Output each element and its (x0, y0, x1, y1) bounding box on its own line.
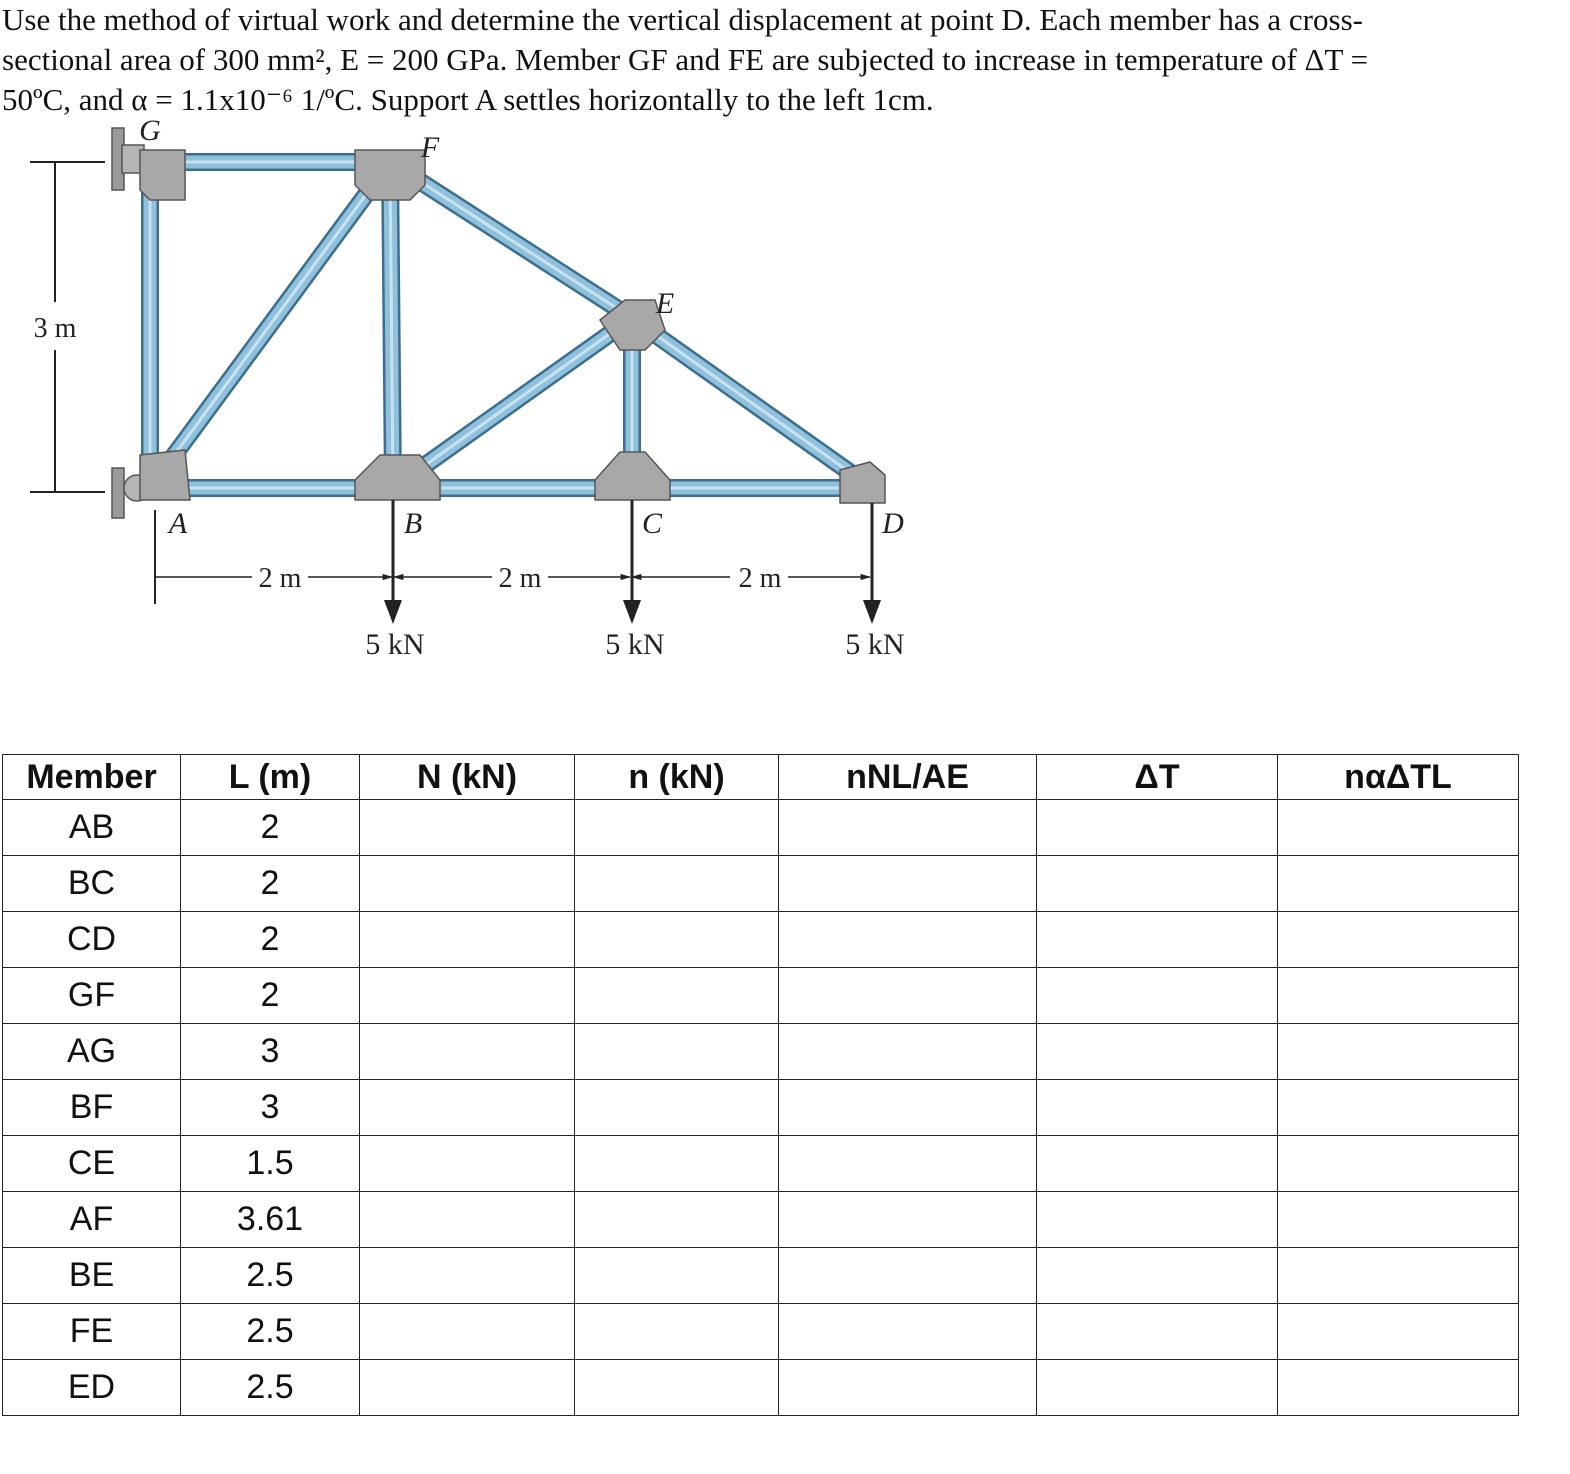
temperature-change-cell[interactable] (1037, 856, 1278, 912)
member-length-cell: 3 (181, 1024, 360, 1080)
thermal-work-cell[interactable] (1278, 1248, 1519, 1304)
gusset-plates (140, 150, 885, 503)
table-row (3, 912, 1519, 968)
member-length-cell: 2.5 (181, 1304, 360, 1360)
table-row (3, 1136, 1519, 1192)
table-row (3, 856, 1519, 912)
member-length-cell: 1.5 (181, 1136, 360, 1192)
thermal-work-cell[interactable] (1278, 1192, 1519, 1248)
virtual-force-cell[interactable] (575, 1192, 779, 1248)
span-label: 2 m (498, 563, 542, 594)
table-header-row (3, 755, 1519, 800)
member-length-cell: 3 (181, 1080, 360, 1136)
joint-label-c: C (641, 507, 663, 540)
thermal-work-cell[interactable] (1278, 912, 1519, 968)
member-length-cell: 2 (181, 800, 360, 856)
joint-label-b: B (403, 507, 423, 540)
height-dimension-label: 3 m (33, 313, 77, 344)
virtual-force-cell[interactable] (575, 856, 779, 912)
member-length-cell: 2.5 (181, 1360, 360, 1416)
virtual-force-cell[interactable] (575, 1080, 779, 1136)
column-header: nαΔTL (1278, 755, 1519, 800)
virtual-force-cell[interactable] (575, 1248, 779, 1304)
table-row (3, 968, 1519, 1024)
problem-line: sectional area of 300 mm², E = 200 GPa. Member GF and FE are subjected to increase in temperature of ΔT = (2, 42, 1369, 77)
temperature-change-cell[interactable] (1037, 1248, 1278, 1304)
axial-force-cell[interactable] (360, 1304, 575, 1360)
column-header: ΔT (1037, 755, 1278, 800)
thermal-work-cell[interactable] (1278, 856, 1519, 912)
thermal-work-cell[interactable] (1278, 1080, 1519, 1136)
member-name-cell: AB (3, 800, 181, 856)
member-results-table (2, 754, 1519, 1416)
strain-work-cell[interactable] (779, 1248, 1037, 1304)
span-label: 2 m (258, 563, 302, 594)
strain-work-cell[interactable] (779, 1080, 1037, 1136)
joint-label-f: F (420, 131, 440, 164)
thermal-work-cell[interactable] (1278, 1360, 1519, 1416)
span-dimensions (155, 510, 870, 604)
problem-line: 50ºC, and α = 1.1x10⁻⁶ 1/ºC. Support A settles horizontally to the left 1cm. (2, 82, 934, 117)
member-name-cell: BE (3, 1248, 181, 1304)
table-row (3, 1192, 1519, 1248)
axial-force-cell[interactable] (360, 800, 575, 856)
member-name-cell: ED (3, 1360, 181, 1416)
height-dimension (30, 162, 105, 492)
temperature-change-cell[interactable] (1037, 1136, 1278, 1192)
member-name-cell: CE (3, 1136, 181, 1192)
axial-force-cell[interactable] (360, 912, 575, 968)
axial-force-cell[interactable] (360, 856, 575, 912)
member-name-cell: BF (3, 1080, 181, 1136)
truss-members (150, 162, 872, 488)
member-length-cell: 2 (181, 968, 360, 1024)
axial-force-cell[interactable] (360, 1136, 575, 1192)
member-be (393, 318, 632, 488)
column-header: nNL/AE (779, 755, 1037, 800)
thermal-work-cell[interactable] (1278, 1136, 1519, 1192)
strain-work-cell[interactable] (779, 1192, 1037, 1248)
load-label: 5 kN (845, 628, 905, 661)
member-length-cell: 3.61 (181, 1192, 360, 1248)
temperature-change-cell[interactable] (1037, 968, 1278, 1024)
table-row (3, 1360, 1519, 1416)
joint-label-g: G (139, 114, 161, 147)
temperature-change-cell[interactable] (1037, 1024, 1278, 1080)
thermal-work-cell[interactable] (1278, 800, 1519, 856)
member-length-cell: 2 (181, 912, 360, 968)
load-label: 5 kN (605, 628, 665, 661)
temperature-change-cell[interactable] (1037, 912, 1278, 968)
strain-work-cell[interactable] (779, 800, 1037, 856)
joint-label-e: E (655, 287, 675, 320)
strain-work-cell[interactable] (779, 968, 1037, 1024)
temperature-change-cell[interactable] (1037, 1192, 1278, 1248)
thermal-work-cell[interactable] (1278, 968, 1519, 1024)
temperature-change-cell[interactable] (1037, 1360, 1278, 1416)
load-arrows (365, 500, 904, 661)
virtual-force-cell[interactable] (575, 800, 779, 856)
strain-work-cell[interactable] (779, 1304, 1037, 1360)
column-header: n (kN) (575, 755, 779, 800)
temperature-change-cell[interactable] (1037, 1080, 1278, 1136)
member-af (150, 162, 390, 488)
axial-force-cell[interactable] (360, 1192, 575, 1248)
virtual-force-cell[interactable] (575, 968, 779, 1024)
virtual-force-cell[interactable] (575, 1304, 779, 1360)
strain-work-cell[interactable] (779, 1360, 1037, 1416)
member-name-cell: CD (3, 912, 181, 968)
member-fe (390, 162, 632, 318)
axial-force-cell[interactable] (360, 1248, 575, 1304)
strain-work-cell[interactable] (779, 1136, 1037, 1192)
member-name-cell: GF (3, 968, 181, 1024)
table-row (3, 1304, 1519, 1360)
member-name-cell: AF (3, 1192, 181, 1248)
temperature-change-cell[interactable] (1037, 1304, 1278, 1360)
thermal-work-cell[interactable] (1278, 1304, 1519, 1360)
temperature-change-cell[interactable] (1037, 800, 1278, 856)
member-name-cell: BC (3, 856, 181, 912)
virtual-force-cell[interactable] (575, 1136, 779, 1192)
joint-label-a: A (168, 507, 188, 540)
axial-force-cell[interactable] (360, 968, 575, 1024)
joint-label-d: D (882, 507, 904, 540)
strain-work-cell[interactable] (779, 1024, 1037, 1080)
axial-force-cell[interactable] (360, 1080, 575, 1136)
axial-force-cell[interactable] (360, 1024, 575, 1080)
table-row (3, 1080, 1519, 1136)
table-row (3, 1248, 1519, 1304)
strain-work-cell[interactable] (779, 912, 1037, 968)
member-name-cell: FE (3, 1304, 181, 1360)
table-row (3, 800, 1519, 856)
column-header: N (kN) (360, 755, 575, 800)
span-label: 2 m (738, 563, 782, 594)
truss-diagram (0, 0, 1570, 720)
member-name-cell: AG (3, 1024, 181, 1080)
axial-force-cell[interactable] (360, 1360, 575, 1416)
load-label: 5 kN (365, 628, 425, 661)
thermal-work-cell[interactable] (1278, 1024, 1519, 1080)
virtual-force-cell[interactable] (575, 912, 779, 968)
member-length-cell: 2 (181, 856, 360, 912)
member-length-cell: 2.5 (181, 1248, 360, 1304)
member-ed (632, 318, 872, 488)
virtual-force-cell[interactable] (575, 1024, 779, 1080)
table-row (3, 1024, 1519, 1080)
strain-work-cell[interactable] (779, 856, 1037, 912)
column-header: Member (3, 755, 181, 800)
member-bf (390, 162, 393, 488)
column-header: L (m) (181, 755, 360, 800)
problem-line: Use the method of virtual work and determine the vertical displacement at point D. Each member has a cross- (2, 2, 1363, 37)
virtual-force-cell[interactable] (575, 1360, 779, 1416)
